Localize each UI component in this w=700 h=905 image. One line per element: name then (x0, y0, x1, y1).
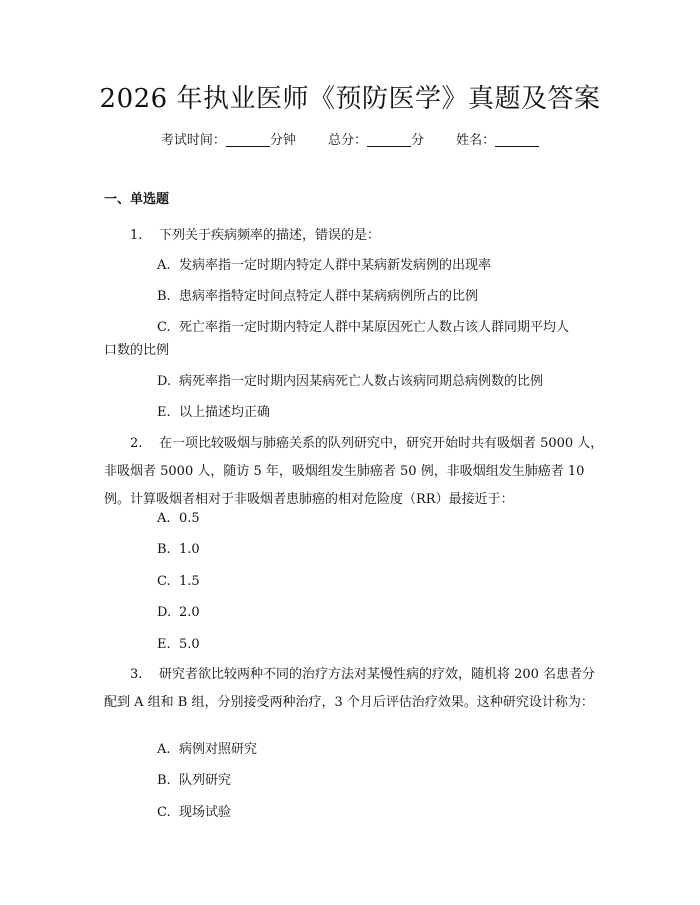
option-text: 队列研究 (179, 773, 232, 788)
page-title: 2026 年执业医师《预防医学》真题及答案 (99, 84, 601, 114)
option-3c (157, 803, 231, 823)
option-letter: B. (157, 773, 171, 788)
option-letter: D. (157, 605, 172, 620)
option-letter: B. (157, 289, 171, 304)
option-2b (157, 540, 200, 560)
question-number: 1. (130, 228, 143, 243)
name-blank (495, 132, 539, 147)
question-number: 2. (130, 436, 143, 451)
time-field (161, 133, 300, 148)
option-2c (157, 572, 200, 592)
option-2e (157, 635, 200, 655)
section-title: 一、单选题 (104, 192, 170, 207)
option-letter: E. (157, 405, 171, 420)
score-label: 总分： (327, 133, 367, 148)
option-text: 2.0 (179, 605, 200, 620)
name-label: 姓名： (456, 133, 496, 148)
option-text: 现场试验 (179, 805, 232, 820)
question-stem: 下列关于疾病频率的描述，错误的是： (158, 228, 380, 243)
option-1c-continued: 口数的比例 (104, 343, 170, 358)
question-number: 3. (130, 667, 143, 682)
option-text: 病死率指一定时期内因某病死亡人数占该病同期总病例数的比例 (179, 374, 544, 389)
option-text: 5.0 (179, 637, 200, 652)
option-1e (157, 403, 270, 423)
option-text: 病例对照研究 (179, 742, 258, 757)
option-letter: E. (157, 637, 171, 652)
exam-meta (0, 131, 700, 151)
option-text: 0.5 (179, 511, 200, 526)
question-2 (104, 430, 604, 514)
option-letter: A. (157, 511, 171, 526)
question-1 (104, 222, 604, 250)
option-letter: B. (157, 542, 171, 557)
option-text: 1.5 (179, 574, 200, 589)
question-stem: 在一项比较吸烟与肺癌关系的队列研究中，研究开始时共有吸烟者 5000 人，非吸烟者 5000 人，随访 5 年，吸烟组发生肺癌者 50 例，非吸烟组发生肺癌者 10 例。计算吸烟者相对于非吸烟者患肺癌的相对危险度（RR）最接近于： (104, 436, 604, 507)
option-letter: D. (157, 374, 172, 389)
option-1d (157, 372, 543, 392)
option-letter: C. (157, 320, 171, 335)
option-3a (157, 740, 257, 760)
time-blank (226, 132, 270, 147)
time-label: 考试时间： (160, 133, 226, 148)
option-text: 以上描述均正确 (179, 405, 271, 420)
option-text: 患病率指特定时间点特定人群中某病病例所占的比例 (179, 289, 479, 304)
score-unit: 分 (411, 133, 425, 148)
option-letter: C. (157, 574, 171, 589)
option-letter: A. (157, 258, 171, 273)
time-unit: 分钟 (269, 133, 296, 148)
option-text: 死亡率指一定时期内特定人群中某原因死亡人数占该人群同期平均人 (179, 320, 570, 335)
option-letter: C. (157, 805, 171, 820)
score-blank (367, 132, 411, 147)
question-3 (104, 661, 604, 717)
score-field (328, 133, 428, 148)
option-1b (157, 287, 478, 307)
option-text: 发病率指一定时期内特定人群中某病新发病例的出现率 (179, 258, 492, 273)
question-stem: 研究者欲比较两种不同的治疗方法对某慢性病的疗效，随机将 200 名患者分配到 A 组和 B 组，分别接受两种治疗，3 个月后评估治疗效果。这种研究设计称为： (104, 667, 596, 710)
option-1c (157, 318, 569, 338)
option-2a (157, 509, 200, 529)
option-letter: A. (157, 742, 171, 757)
option-2d (157, 603, 200, 623)
option-text: 1.0 (179, 542, 200, 557)
option-3b (157, 771, 231, 791)
option-1a (157, 256, 491, 276)
name-field (456, 133, 539, 148)
